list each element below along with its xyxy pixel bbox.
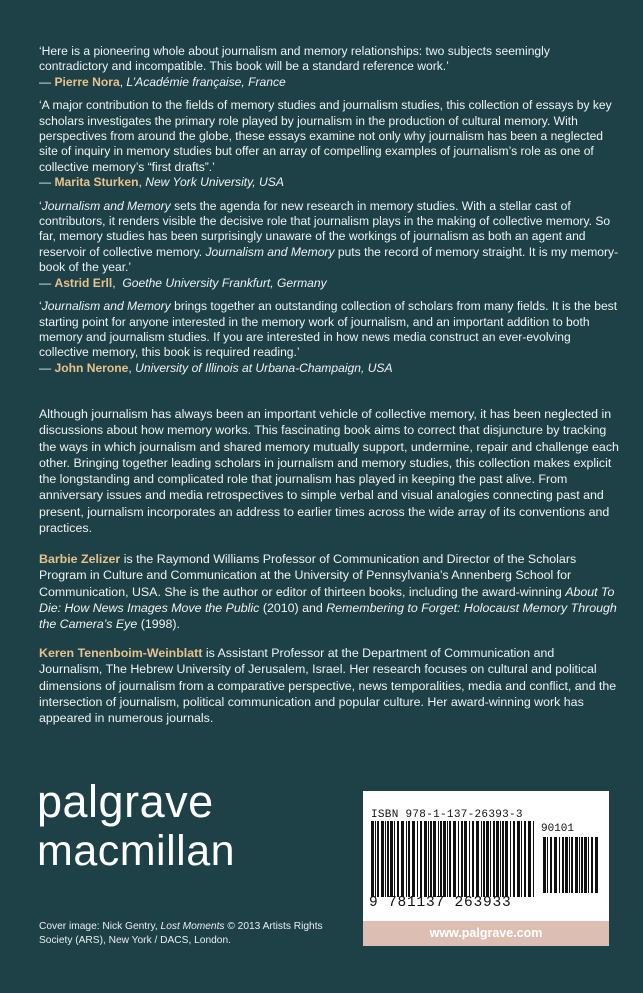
endorsement-nora: ‘Here is a pioneering whole about journalism and memory relationships: two subjects seemingly contradictory and incompatible. This book will be a standard reference work.’ — Pierre Nora, L’Académie française, France bbox=[39, 44, 619, 90]
endorsements bbox=[39, 44, 619, 384]
book-title: Journalism and Memory bbox=[41, 198, 171, 213]
endorser-affiliation: New York University, USA bbox=[145, 175, 284, 190]
barcode-bar bbox=[517, 821, 520, 897]
barcode-bar bbox=[565, 837, 568, 893]
barcode-bar bbox=[547, 837, 548, 893]
barcode-bar bbox=[571, 837, 573, 893]
barcode-bar bbox=[521, 821, 522, 897]
endorser-name: Pierre Nora bbox=[54, 74, 120, 89]
editor-name: Barbie Zelizer bbox=[39, 552, 121, 566]
barcode-bar bbox=[443, 821, 446, 897]
barcode-bar bbox=[375, 821, 376, 897]
barcode-bar bbox=[401, 821, 404, 897]
barcode-bar bbox=[524, 821, 526, 897]
logo-line-macmillan: macmillan bbox=[37, 827, 236, 875]
barcode-bar bbox=[469, 821, 470, 897]
barcode-bar bbox=[408, 821, 410, 897]
barcode-bar bbox=[528, 821, 531, 897]
barcode-bar bbox=[387, 821, 389, 897]
attribution: — Marita Sturken, New York University, USA bbox=[39, 175, 284, 190]
endorser-affiliation: University of Illinois at Urbana-Champaign, USA bbox=[135, 360, 393, 375]
barcode-bar bbox=[486, 821, 489, 897]
barcode-bar bbox=[476, 821, 479, 897]
isbn-barcode bbox=[363, 791, 609, 921]
barcode-bar bbox=[481, 821, 482, 897]
barcode-bars bbox=[371, 821, 537, 897]
price-code: 90101 bbox=[541, 823, 575, 835]
endorser-name: Astrid Erll bbox=[54, 275, 113, 290]
book-title: About To Die: How News Images Move the Public bbox=[39, 584, 615, 615]
endorser-name: John Nerone bbox=[54, 360, 129, 375]
barcode-bar bbox=[406, 821, 407, 897]
barcode-bar bbox=[472, 821, 474, 897]
barcode-bar bbox=[483, 821, 485, 897]
endorser-affiliation: L’Académie française, France bbox=[126, 74, 286, 89]
barcode-bar bbox=[543, 837, 546, 893]
barcode-bar bbox=[464, 821, 467, 897]
barcode-bar bbox=[371, 821, 374, 897]
endorser-affiliation: Goethe University Frankfurt, Germany bbox=[122, 275, 327, 290]
barcode-bar bbox=[550, 837, 552, 893]
barcode-bar bbox=[496, 821, 499, 897]
barcode-bar bbox=[381, 821, 384, 897]
barcode-bar bbox=[430, 821, 432, 897]
endorsement-erll: ‘Journalism and Memory sets the agenda for new research in memory studies. With a stellar cast of contributors, it renders visible the decisive role that journalism plays in the making of collective memory. So far, memory studies has been surprisingly unaware of the workings of journalism as both an agent and reservoir of collective memory. Journalism and Memory puts the record of memory straight. It is my memory-book of the year.’ — Astrid Erll, Goethe University Frankfurt, Germany bbox=[39, 198, 619, 290]
barcode-bar bbox=[493, 821, 495, 897]
barcode-bar bbox=[490, 821, 491, 897]
barcode-bar bbox=[397, 821, 399, 897]
endorser-name: Marita Sturken bbox=[54, 175, 139, 190]
barcode-bar bbox=[591, 837, 593, 893]
barcode-bar bbox=[390, 821, 393, 897]
artwork-title: Lost Moments bbox=[160, 921, 225, 932]
barcode-bar bbox=[458, 821, 459, 897]
barcode-bar bbox=[377, 821, 379, 897]
endorsement-nerone: ‘Journalism and Memory brings together an outstanding collection of scholars from many fields. It is the best starting point for anyone interested in the memory work of journalism, and an important addition to both memory and journalism studies. If you are interested in how news media construct an ever-evolving collective memory, this book is required reading.’ — John Nerone, University of Illinois at Urbana-Champaign, USA bbox=[39, 299, 618, 375]
barcode-bar bbox=[588, 837, 589, 893]
barcode-bar bbox=[595, 837, 598, 893]
attribution: — Astrid Erll, Goethe University Frankfurt, Germany bbox=[39, 275, 327, 290]
publisher-logo bbox=[37, 776, 235, 874]
barcode-bar bbox=[584, 837, 587, 893]
attribution: — Pierre Nora, L’Académie française, France bbox=[39, 74, 286, 89]
attribution: — John Nerone, University of Illinois at Urbana-Champaign, USA bbox=[39, 360, 393, 375]
barcode-bar bbox=[420, 821, 422, 897]
book-title: Journalism and Memory bbox=[205, 244, 335, 259]
barcode-bar bbox=[579, 837, 580, 893]
barcode-bar bbox=[424, 821, 427, 897]
barcode-bar bbox=[505, 821, 508, 897]
barcode-bar bbox=[569, 837, 570, 893]
barcode-bar bbox=[533, 821, 534, 897]
barcode-bar bbox=[453, 821, 456, 897]
barcode-bar bbox=[513, 821, 515, 897]
editor-bio-zelizer: Barbie Zelizer is the Raymond Williams Professor of Communication and Director of the Scholars Program in Culture and Communication at the University of Pennsylvania’s Annenberg School for Communication, USA. She is the author or editor of thirteen books, including the award-winning About To Die: How News Images Move the Public (2010) and Remembering to Forget: Holocaust Memory Through the Camera’s Eye (1998). bbox=[39, 552, 617, 632]
barcode-bar bbox=[433, 821, 436, 897]
logo-line-palgrave: palgrave bbox=[37, 776, 214, 827]
barcode-bar bbox=[385, 821, 386, 897]
endorsement-sturken: ‘A major contribution to the fields of memory studies and journalism studies, this collection of essays by key scholars investigates the primary role played by journalism in the production of cultural memory. With perspectives from around the globe, these essays examine not only why journalism has been a neglected site of inquiry in memory studies but offer an array of compelling examples of journalism’s role as one of collective memory’s “first drafts”.’ — Marita Sturken, New York University, USA bbox=[39, 98, 619, 190]
editor-bio-tenenboim: Keren Tenenboim-Weinblatt is Assistant Professor at the Department of Communication and Journalism, The Hebrew University of Jerusalem, Israel. Her research focuses on cultural and political dimensions of journalism from a comparative perspective, news temporalities, media and conflict, and the intersection of journalism, political communication and popular culture. Her award-winning work has appeared in numerous journals. bbox=[39, 646, 617, 726]
barcode-bar bbox=[428, 821, 429, 897]
website-link[interactable]: www.palgrave.com bbox=[363, 921, 609, 946]
barcode-bar bbox=[394, 821, 395, 897]
barcode-bar bbox=[447, 821, 448, 897]
barcode-bar bbox=[438, 821, 439, 897]
book-title: Remembering to Forget: Holocaust Memory Through the Camera’s Eye bbox=[39, 600, 617, 632]
barcode-bar bbox=[575, 837, 578, 893]
barcode-bar bbox=[510, 821, 511, 897]
editor-name: Keren Tenenboim-Weinblatt bbox=[39, 646, 203, 660]
cover-credit: Cover image: Nick Gentry, Lost Moments © 2013 Artists Rights Society (ARS), New York / DACS, London. bbox=[39, 921, 323, 946]
barcode-bar bbox=[581, 837, 583, 893]
barcode-bar bbox=[417, 821, 418, 897]
book-description: Although journalism has always been an important vehicle of collective memory, it has been neglected in discussions about how memory works. This fascinating book aims to correct that disjuncture by tracking the ways in which journalism and shared memory mutually support, undermine, repair and challenge each other. Bringing together leading scholars in journalism and memory studies, this collection makes explicit the longstanding and complicated role that journalism has played in keeping the past alive. From anniversary issues and media retrospectives to simple verbal and visual analogies connecting past and present, journalism incorporates an address to earlier times across the wide array of its conventions and practices. bbox=[39, 407, 619, 536]
barcode-bar bbox=[562, 837, 564, 893]
book-title: Journalism and Memory bbox=[41, 299, 171, 314]
barcode-bar bbox=[559, 837, 560, 893]
barcode-bar bbox=[461, 821, 463, 897]
barcode-bar bbox=[554, 837, 557, 893]
barcode-digits: 9 781137 263933 bbox=[369, 895, 512, 911]
addon-barcode-bars bbox=[543, 837, 599, 893]
barcode-bar bbox=[500, 821, 501, 897]
barcode-bar bbox=[502, 821, 504, 897]
barcode-bar bbox=[440, 821, 442, 897]
isbn-label: ISBN 978-1-137-26393-3 bbox=[371, 809, 523, 821]
barcode-bar bbox=[412, 821, 415, 897]
barcode-bar bbox=[449, 821, 451, 897]
